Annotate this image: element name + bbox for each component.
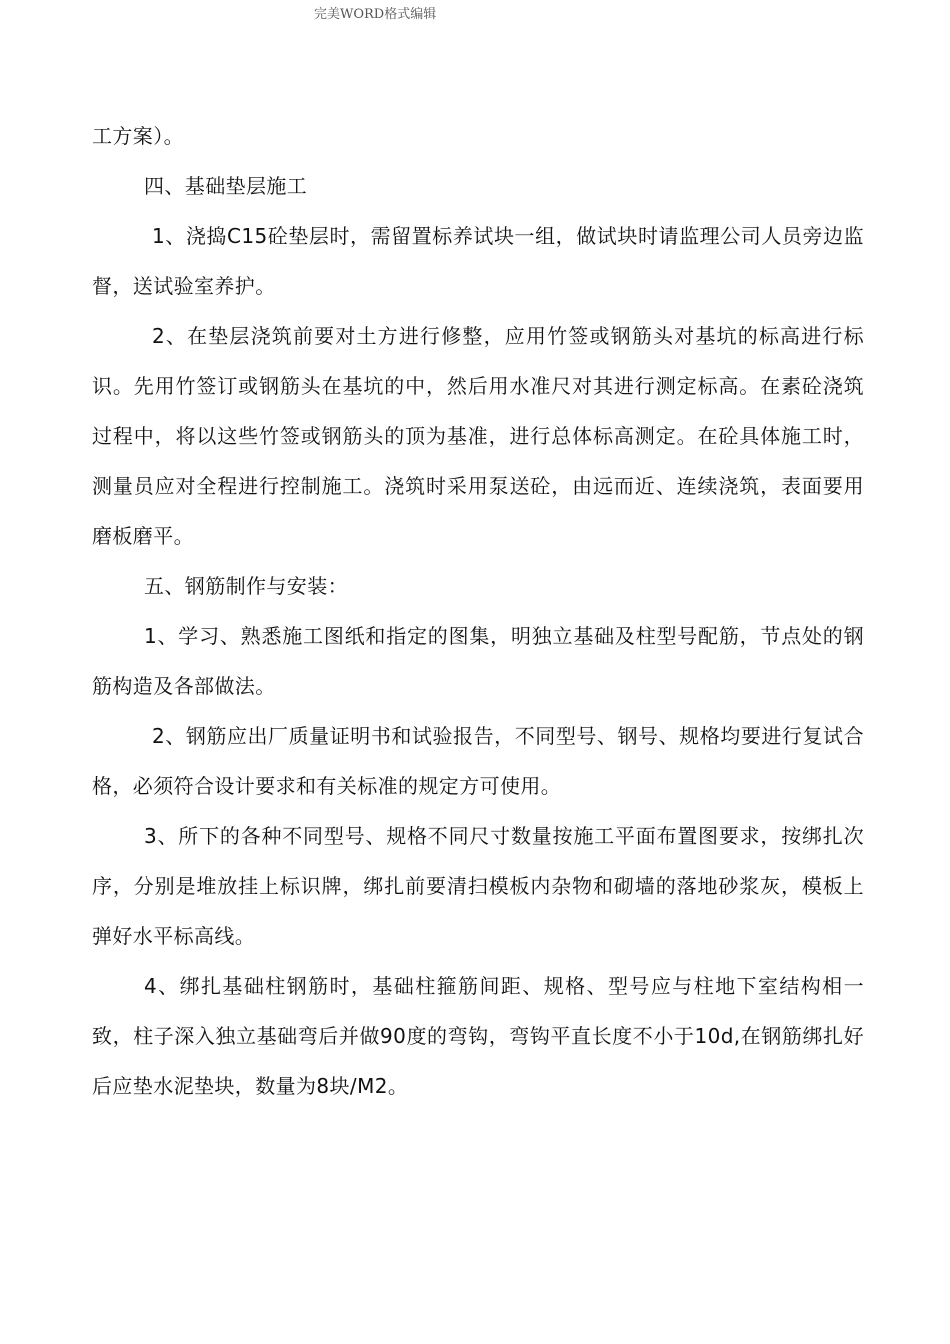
paragraph-5-4: 4、绑扎基础柱钢筋时，基础柱箍筋间距、规格、型号应与柱地下室结构相一致，柱子深入独立基础弯后并做90度的弯钩，弯钩平直长度不小于10d,在钢筋绑扎好后应垫水泥垫块，数量为8块/M2。	[92, 974, 864, 1098]
section-heading-4: 四、基础垫层施工	[144, 174, 308, 198]
section-heading-5: 五、钢筋制作与安装：	[144, 574, 348, 598]
paragraph-5-3: 3、所下的各种不同型号、规格不同尺寸数量按施工平面布置图要求，按绑扎次序，分别是堆放挂上标识牌，绑扎前要清扫模板内杂物和砌墙的落地砂浆灰，模板上弹好水平标高线。	[92, 824, 864, 948]
paragraph-5-1: 1、学习、熟悉施工图纸和指定的图集，明独立基础及柱型号配筋，节点处的钢筋构造及各部做法。	[92, 624, 864, 698]
paragraph-4-2: 2、在垫层浇筑前要对土方进行修整，应用竹签或钢筋头对基坑的标高进行标识。先用竹签订或钢筋头在基坑的中，然后用水准尺对其进行测定标高。在素砼浇筑过程中，将以这些竹签或钢筋头的顶为基准，进行总体标高测定。在砼具体施工时，测量员应对全程进行控制施工。浇筑时采用泵送砼，由远而近、连续浇筑，表面要用磨板磨平。	[92, 324, 864, 548]
paragraph-continuation: 工方案）。	[92, 124, 184, 148]
paragraph-5-2: 2、钢筋应出厂质量证明书和试验报告，不同型号、钢号、规格均要进行复试合格，必须符合设计要求和有关标准的规定方可使用。	[92, 724, 864, 798]
page-header: 完美WORD格式编辑	[314, 7, 437, 22]
paragraph-4-1: 1、浇捣C15砼垫层时，需留置标养试块一组，做试块时请监理公司人员旁边监督，送试验室养护。	[92, 224, 864, 298]
document-body	[92, 111, 864, 1111]
